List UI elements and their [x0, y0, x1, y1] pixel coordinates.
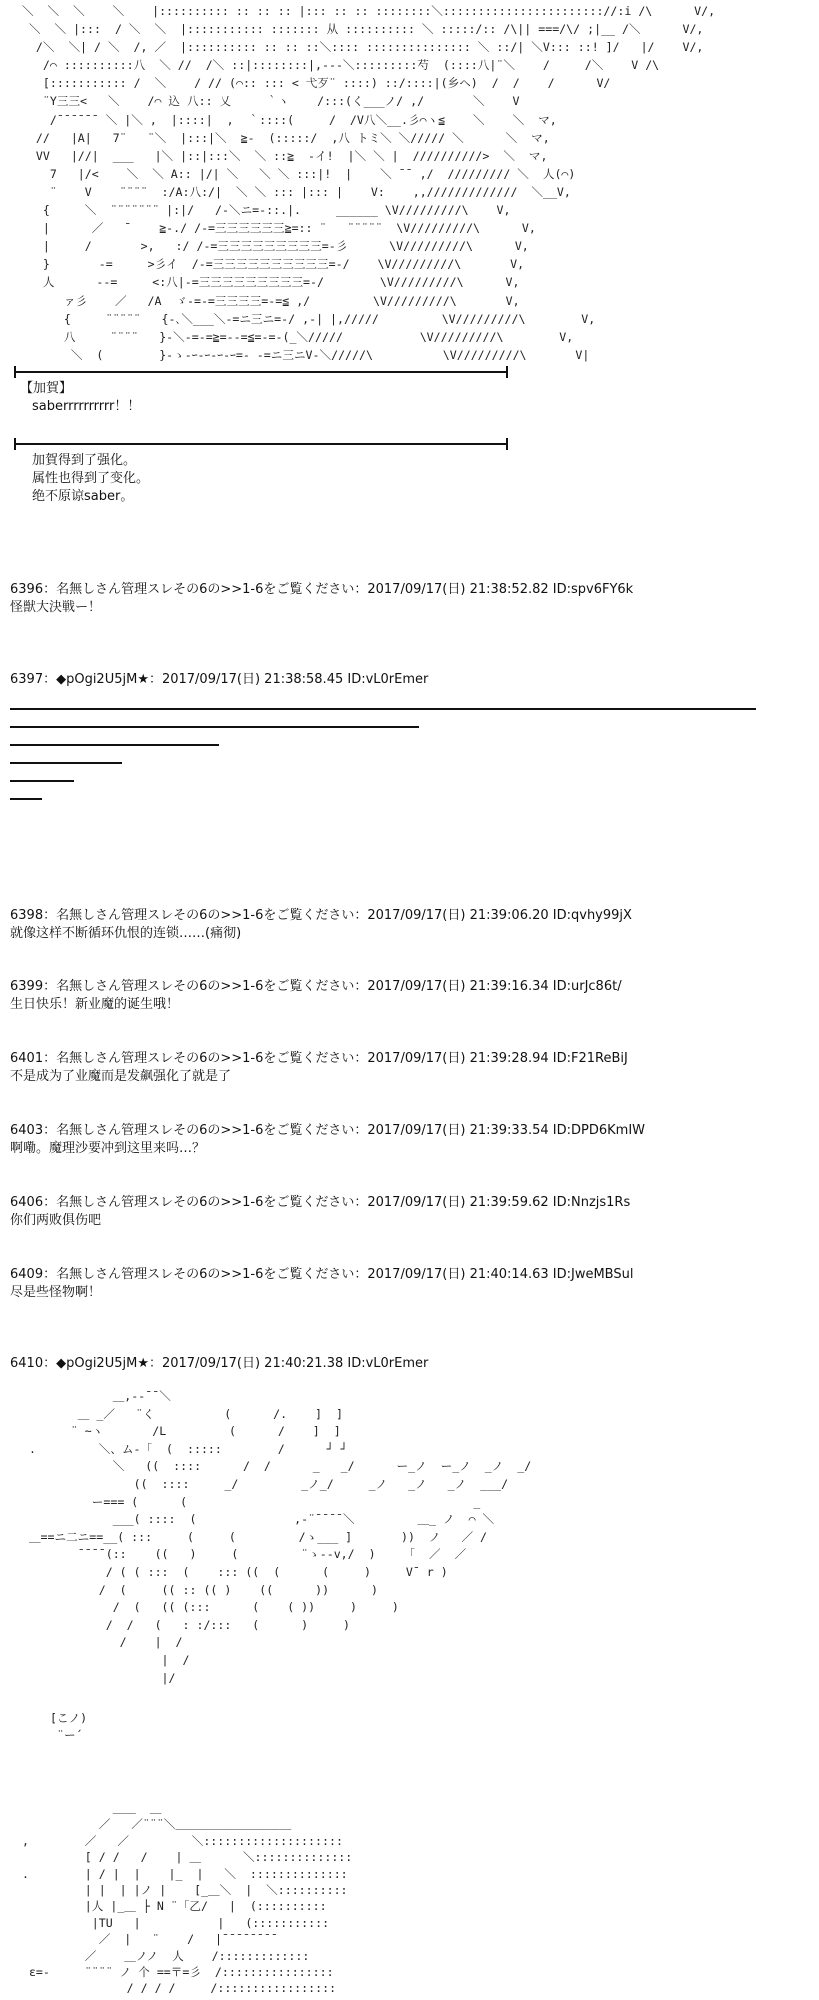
post-body: 就像这样不断循环仇恨的连锁……(痛彻) — [10, 926, 242, 941]
divider-tick-right — [506, 366, 508, 378]
ascii-art-top: ＼ ＼ ＼ ＼ |:::::::::: :: :: :: |::: :: :: ::::::::＼::::::::::::::::::::::://:i /\ V/, ＼ ＼ |::: / ＼ ＼ |::::::::::: ::::::: 从 :::::::::: ＼ :::::/:: /\|| ===/\/ ;|__ /＼ V/, /＼ ＼| / ＼ /, ／ |:::::::::: :: :: ::＼:::: ::::::::::::::: ＼ ::/| ＼V::: ::! ]/ |/ V/, /⌒ ::::::::::八 ＼ // /＼ ::|::::::::|,---＼:::::::::芍 (::::八|¨＼ / /＼ V /\ [::::::::::: / ＼ / // (⌒:: ::: < 弋歹¨ ::::) ::/::::|(乡ヘ) / / / V/ ¨Y三三< ＼ /⌒ 込 八:: 乂 ｀ヽ /:::(く___ノ/ ,/ ＼ V /¯¯¯¯¯¯ ＼ |＼ , |::::| , ｀::::( / /V八＼__.彡⌒ヽ≦ ＼ ＼ マ, // |A| 7¨ ¨＼ |:::|＼ ≧- (:::::/ ,八 トミ＼ ＼///// ＼ ＼ マ, VV |//| ___ |＼ |::|:::＼ ＼ ::≧ -イ! |＼ ＼ | //////////> ＼ マ, 7 |/< ＼ ＼ A:: |/| ＼ ＼ ＼ :::|! | ＼ ¯¯ ,/ ///////// ＼ 人(⌒) ¨ V ¨¨¨¨ :/A:八:/| ＼ ＼ ::: |::: | V: ,,///////////// ＼__V, { ＼ ¨¨¨¨¨¨¨ |:|/ /-＼ニ=-::.|. ______ \V/////////\ V, | ／ ¯ ≧-./ /-=三三三三三三≧=:: ¨ ¨¨¨¨¨ \V/////////\ V, | / >, :/ /-=三三三三三三三三三=-彡 \V/////////\ V, } -= >彡イ /-=三三三三三三三三三三=-/ \V/////////\ V, 人 --= <:八|-=三三三三三三三三三=-/ \V/////////\ V, ァ彡 ／ /A ゞ-=-=三三三三=-=≦ ,/ \V/////////\ V, { ¨¨¨¨¨ {-､＼___＼-=ニ三ニ=-/ ,-| |,///// \V/////////\ V, 八 ¨¨¨¨ }-＼-=-=≧=--=≦=-=-(_＼///// \V/////////\ V, ＼ ( }-ゝ-ｰ-ｰ-ｰ-ｰ=- -=ニ三ニV-＼/////\ \V/////////\ V| — [21, 4, 716, 362]
horizontal-bar — [10, 762, 122, 764]
ascii-art-explosion: ＿,-‐¯¯＼ ＿ _／ ¨く ( /. ] ] ¨ ~ヽ /L ( / ] ] . ＼、ム-「 ( ::::: / ┘ ┘ ＼ (( :::: / / _ _/ ー_ノ ー_ノ _ノ _/ (( :::: _/ _ノ_/ _ノ _ノ _ノ ___/ ー=== ( ( _ ___( :::: ( ,-¨¯¯¯¯＼ ＿_ ノ ⌒ ＼ ＿==ニ二ニ==__( ::: ( ( /ゝ___ ] )) ノ ／ / ¯¯¯¯(:: (( ) ( ¨ゝ--v,/ ) 「 ／ ／ / ( ( ::: ( ::: (( ( ( ) V¯ r ) / ( (( :: (( ) (( )) ) / ( (( (::: ( ( )) ) ) / / ( : :/::: ( ) ) / | / | / |/ — [28, 1389, 532, 1685]
dialogue-line: saberrrrrrrrrr！！ — [32, 399, 141, 414]
post-header: 6409：名無しさん管理スレその6の>>1-6をご覧ください：2017/09/17(日) 21:40:14.63 ID:JweMBSul — [10, 1267, 634, 1282]
divider-tick-left — [14, 366, 16, 378]
ascii-art-fragment: [こノ) ¨ー´ — [50, 1711, 88, 1742]
speaker-label: 【加賀】 — [20, 381, 73, 396]
post-header: 6397：◆pOgi2U5jM★：2017/09/17(日) 21:38:58.45 ID:vL0rEmer — [10, 672, 429, 687]
divider-rule — [14, 371, 508, 373]
post-body: 怪獣大決戦ー！ — [10, 600, 102, 615]
divider-rule — [14, 443, 508, 445]
horizontal-bar — [10, 708, 756, 710]
post-header: 6396：名無しさん管理スレその6の>>1-6をご覧ください：2017/09/17(日) 21:38:52.82 ID:spv6FY6k — [10, 582, 634, 597]
post-body: 啊嘞。魔理沙要冲到这里来吗…？ — [10, 1141, 206, 1156]
post-header: 6403：名無しさん管理スレその6の>>1-6をご覧ください：2017/09/17(日) 21:39:33.54 ID:DPD6KmIW — [10, 1123, 646, 1138]
ascii-art-character: ＿＿ ＿ ／ ／¨¨¨＼＿＿＿＿＿＿＿＿＿＿ , ／ ／ ＼:::::::::::::::::::: [ / / / | ＿ ＼:::::::::::::: . | / | | |_ | ＼ :::::::::::::: | | | |ノ | [_＿＼ | ＼:::::::::: |人 |_＿ ├ N ¨「乙/ | (:::::::::: |TU | | (::::::::::: ／ | ¨ / |¯¯¯¯¯¯¯¯ ／ ＿ノノ 人 /::::::::::::: ε=- ¨¨¨¨ ノ 个 ==〒=彡 /:::::::::::::::: / / / / /::::::::::::::::: — [21, 1801, 353, 1996]
narration-text: 加賀得到了强化。 属性也得到了变化。 绝不原谅saber。 — [32, 453, 150, 504]
post-header: 6399：名無しさん管理スレその6の>>1-6をご覧ください：2017/09/17(日) 21:39:16.34 ID:urJc86t/ — [10, 979, 622, 994]
post-header: 6401：名無しさん管理スレその6の>>1-6をご覧ください：2017/09/17(日) 21:39:28.94 ID:F21ReBiJ — [10, 1051, 628, 1066]
post-header: 6406：名無しさん管理スレその6の>>1-6をご覧ください：2017/09/17(日) 21:39:59.62 ID:Nnzjs1Rs — [10, 1195, 631, 1210]
post-header: 6398：名無しさん管理スレその6の>>1-6をご覧ください：2017/09/17(日) 21:39:06.20 ID:qvhy99jX — [10, 908, 632, 923]
post-body: 生日快乐！新业魔的诞生哦！ — [10, 997, 180, 1012]
post-body: 尽是些怪物啊！ — [10, 1285, 102, 1300]
divider-tick-right — [506, 438, 508, 450]
horizontal-bar — [10, 726, 419, 728]
divider-tick-left — [14, 438, 16, 450]
horizontal-bar — [10, 798, 42, 800]
post-body: 不是成为了业魔而是发飙强化了就是了 — [10, 1069, 232, 1084]
horizontal-bar — [10, 780, 74, 782]
post-body: 你们两败俱伤吧 — [10, 1213, 102, 1228]
post-header: 6410：◆pOgi2U5jM★：2017/09/17(日) 21:40:21.38 ID:vL0rEmer — [10, 1356, 429, 1371]
horizontal-bar — [10, 744, 219, 746]
